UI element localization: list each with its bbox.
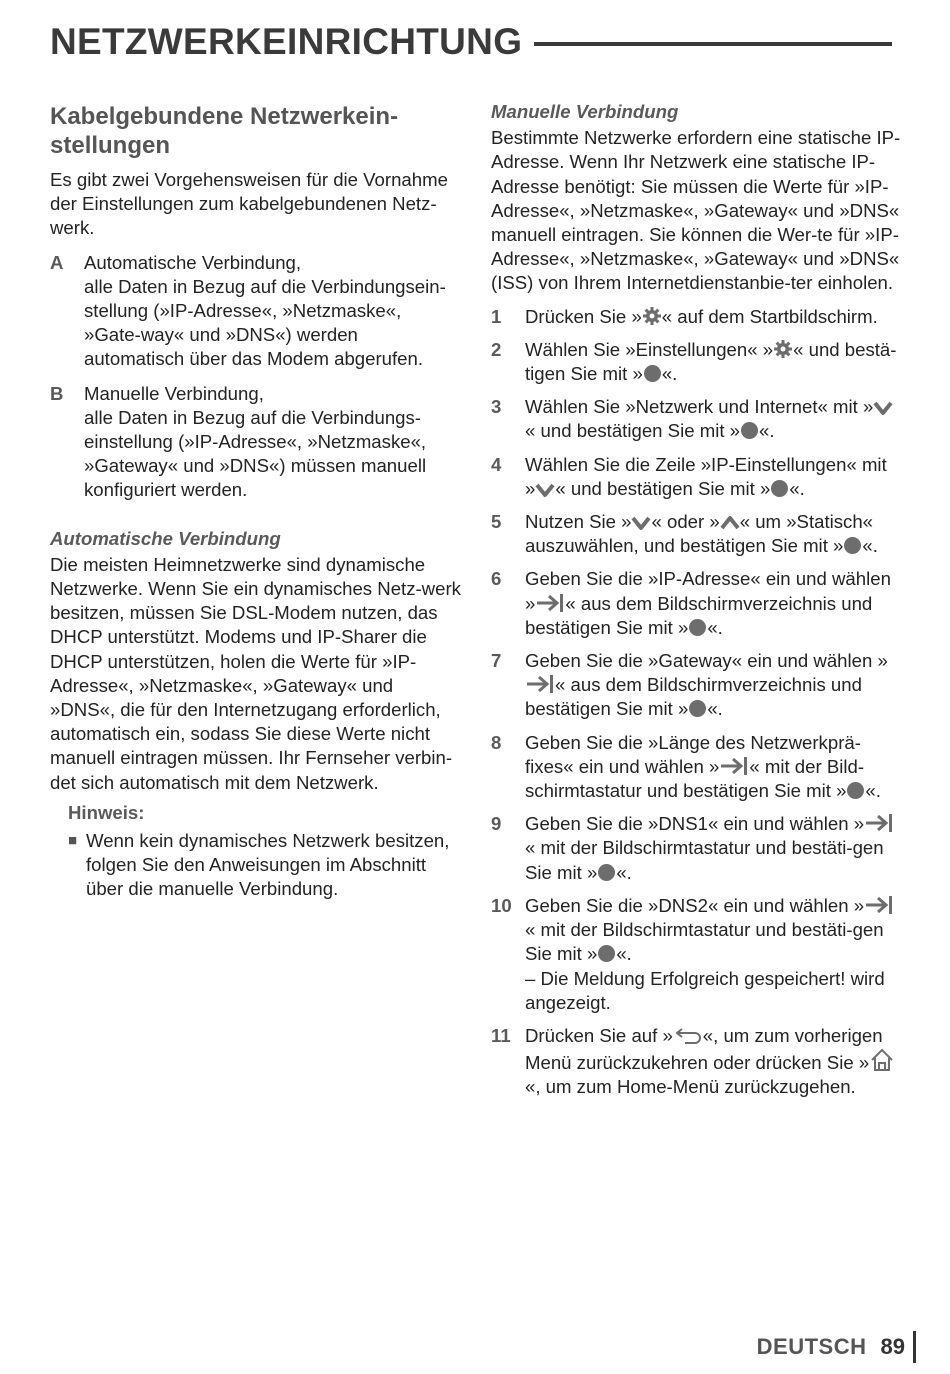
step-text: Wählen Sie »Einstellungen« » « und bestä-tigen Sie mit » «. (525, 338, 897, 385)
down-arrow-icon (631, 515, 651, 531)
option-letter: A (50, 251, 64, 273)
heading-line-1: Kabelgebundene Netzwerkein- (50, 103, 399, 130)
section-heading-wired (50, 102, 462, 160)
option-title: Automatische Verbindung, (84, 251, 302, 273)
step-10 (491, 894, 901, 1015)
ok-button-icon (847, 782, 864, 799)
page-number: 89 (880, 1334, 905, 1359)
ok-button-icon (598, 864, 615, 881)
ok-button-icon (689, 700, 706, 717)
step-9 (491, 812, 901, 885)
step-number: 2 (491, 338, 502, 360)
step-8 (491, 731, 901, 804)
option-text: alle Daten in Bezug auf die Verbindungsein-stellung (»IP-Adresse«, »Netzmaske«, »Gate-way« und »DNS«) werden automatisch über das Modem abgerufen. (84, 275, 446, 370)
page-title-text: NETZWERKEINRICHTUNG (50, 21, 523, 62)
right-column (491, 100, 901, 1100)
step-6 (491, 567, 901, 640)
footer-language: DEUTSCH (756, 1334, 867, 1359)
heading-line-2: stellungen (50, 132, 171, 159)
step-2 (491, 338, 901, 386)
step-text: Drücken Sie auf » «, um zum vorherigen Menü zurückzukehren oder drücken Sie » «, um zum Home-Menü zurückzugehen. (525, 1024, 901, 1100)
back-icon (673, 1025, 703, 1045)
page-footer (757, 1330, 916, 1364)
tab-arrow-icon (525, 674, 555, 694)
step-number: 3 (491, 396, 502, 418)
step-number: 9 (491, 813, 502, 835)
tab-arrow-icon (864, 813, 894, 833)
step-text: Geben Sie die »Länge des Netzwerkprä-fixes« ein und wählen » « mit der Bild-schirmtastatur und bestätigen Sie mit » «. (525, 731, 881, 802)
step-result-text: – Die Meldung Erfolgreich gespeichert! wird angezeigt. (525, 967, 885, 1013)
option-b (50, 382, 462, 503)
subheading-manual: Manuelle Verbindung (491, 101, 679, 122)
step-number: 6 (491, 568, 502, 590)
step-text: Drücken Sie » « auf dem Startbildschirm. (525, 305, 878, 327)
home-icon (869, 1048, 895, 1072)
step-text: Geben Sie die »DNS2« ein und wählen » « mit der Bildschirmtastatur und bestäti-gen Sie mit » «. – Die Meldung Erfolgreich gespeichert! wird angezeigt. (525, 894, 901, 1015)
step-number: 7 (491, 650, 502, 672)
note-item (68, 829, 462, 902)
ok-button-icon (844, 537, 861, 554)
step-number: 8 (491, 731, 502, 753)
option-text: alle Daten in Bezug auf die Verbindungs-einstellung (»IP-Adresse«, »Netzmaske«, »Gateway« und »DNS«) müssen manuell konfiguriert werden. (84, 406, 427, 501)
ok-button-icon (598, 945, 615, 962)
ok-button-icon (644, 365, 661, 382)
tab-arrow-icon (719, 756, 749, 776)
tab-arrow-icon (864, 895, 894, 915)
option-a (50, 251, 462, 372)
title-rule (534, 42, 892, 46)
step-3 (491, 395, 901, 443)
square-bullet-icon: ■ (68, 832, 78, 850)
left-column (50, 100, 462, 902)
step-5 (491, 510, 901, 558)
step-text: Geben Sie die »IP-Adresse« ein und wählen » « aus dem Bildschirmverzeichnis und bestätigen Sie mit » «. (525, 568, 891, 638)
note-text: Wenn kein dynamisches Netzwerk besitzen, folgen Sie den Anweisungen im Abschnitt über die manuelle Verbindung. (86, 830, 450, 900)
ok-button-icon (689, 619, 706, 636)
step-1 (491, 305, 901, 329)
step-text: Geben Sie die »DNS1« ein und wählen » « mit der Bildschirmtastatur und bestäti-gen Sie mit » «. (525, 812, 901, 885)
tab-arrow-icon (535, 593, 565, 613)
gear-icon (642, 306, 662, 326)
step-number: 1 (491, 305, 502, 327)
step-text: Wählen Sie die Zeile »IP-Einstellungen« mit » « und bestätigen Sie mit » «. (525, 453, 887, 499)
step-text: Wählen Sie »Netzwerk und Internet« mit » « und bestätigen Sie mit » «. (525, 395, 901, 443)
down-arrow-icon (535, 482, 555, 498)
step-text: Nutzen Sie » « oder » « um »Statisch« auszuwählen, und bestätigen Sie mit » «. (525, 511, 878, 557)
option-letter: B (50, 382, 64, 404)
step-text: Geben Sie die »Gateway« ein und wählen » « aus dem Bildschirmverzeichnis und bestätigen Sie mit » «. (525, 650, 888, 720)
ok-button-icon (741, 422, 758, 439)
note-heading: Hinweis: (68, 801, 145, 823)
intro-text: Es gibt zwei Vorgehensweisen für die Vornahme der Einstellungen zum kabelgebundenen Netz-werk. (50, 169, 448, 239)
step-4 (491, 453, 901, 501)
down-arrow-icon (873, 400, 893, 416)
gear-icon (773, 339, 793, 359)
footer-bar (913, 1331, 916, 1363)
step-number: 4 (491, 453, 502, 475)
page-title (50, 20, 892, 64)
step-number: 10 (491, 894, 512, 916)
step-number: 11 (491, 1024, 511, 1046)
subheading-automatic: Automatische Verbindung (50, 527, 281, 549)
up-arrow-icon (720, 515, 740, 531)
automatic-text: Die meisten Heimnetzwerke sind dynamische Netzwerke. Wenn Sie ein dynamisches Netz-werk besitzen, müssen Sie DSL-Modem nutzen, das DHCP unterstützt. Modems und IP-Sharer die DHCP unterstützen, holen die Werte für »IP-Adresse«, »Netzmaske«, »Gateway« und »DNS«, die für den Internetzugang erforderlich, automatisch ein, sodass Sie diese Werte nicht manuell eintragen müssen. Ihr Fernseher verbin-det sich automatisch mit dem Netzwerk. (50, 553, 461, 793)
step-11 (491, 1024, 901, 1100)
step-7 (491, 649, 901, 722)
manual-text: Bestimmte Netzwerke erfordern eine statische IP-Adresse. Wenn Ihr Netzwerk eine statische IP-Adresse benötigt: Sie müssen die Werte für »IP-Adresse«, »Netzmaske«, »Gateway« und »DNS« manuell eintragen. Sie können die Wer-te für »IP-Adresse«, »Netzmaske«, »Gateway« und »DNS« (ISS) von Ihrem Internetdienstanbie-ter einholen. (491, 127, 901, 294)
step-list (491, 305, 901, 1100)
ok-button-icon (771, 480, 788, 497)
option-title: Manuelle Verbindung, (84, 382, 264, 404)
step-number: 5 (491, 511, 502, 533)
